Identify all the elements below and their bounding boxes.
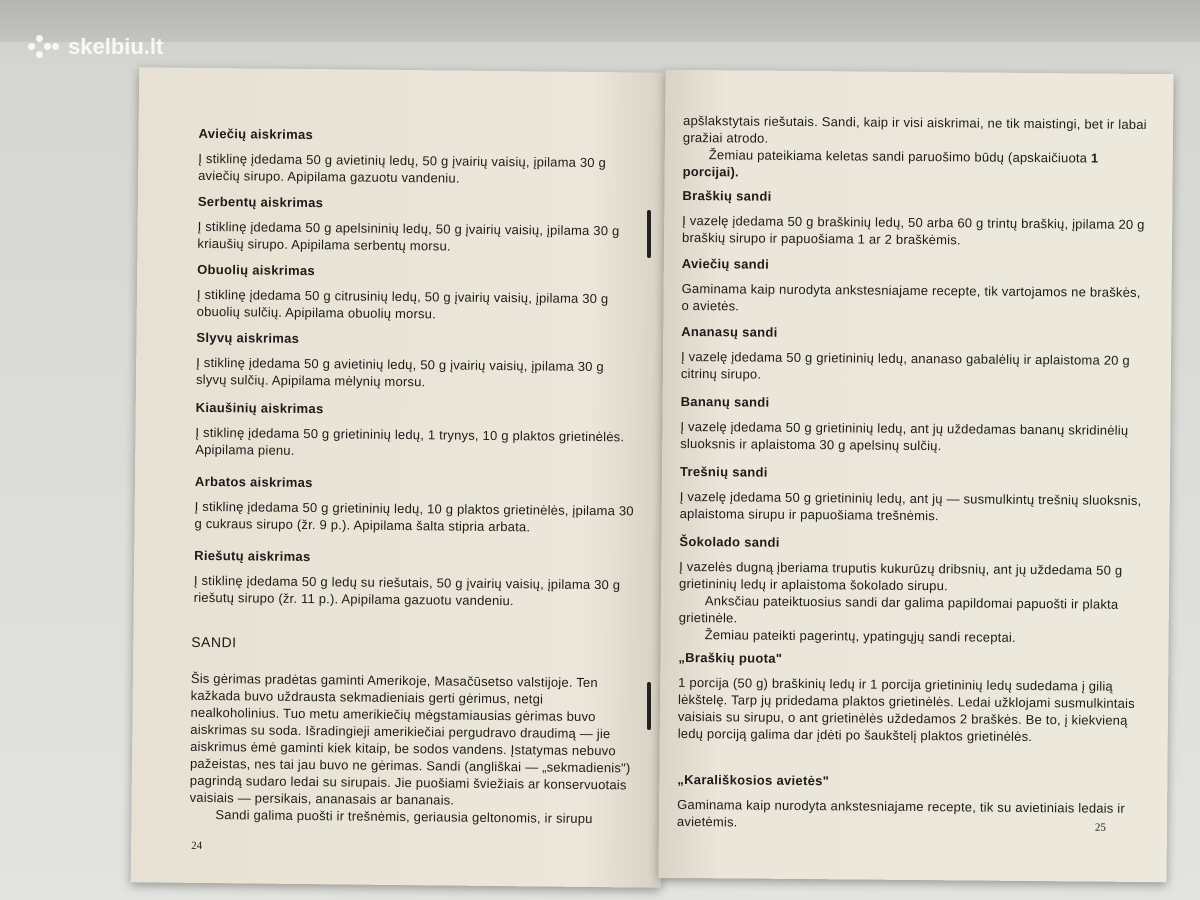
recipe-title: Braškių sandi: [682, 187, 772, 204]
intro-continuation: [683, 112, 1154, 184]
recipe-text: 1 porcija (50 g) braškinių ledų ir 1 porcija grietininių ledų sudedama į gilią lėkštelę. Tarp jų pridedama plaktos grietinėlės. Ledai užklojami susmulkintais vaisiais su sirupu, o ant grietinėlės uždedamos 2 braškės. Be to, į kiekvieną ledų porciją galima dar įdėti po šaukštelį plaktos grietinėlės.: [677, 674, 1135, 745]
recipe-title: Kiaušinių aiskrimas: [195, 399, 324, 417]
page-number: 25: [1094, 821, 1106, 834]
intro-block: [189, 670, 636, 828]
right-page: [658, 70, 1173, 882]
recipe-block: [682, 188, 1152, 250]
special-recipe-block: [677, 772, 1147, 834]
recipe-block: [194, 474, 635, 537]
intro-continuation-text: apšlakstytais riešutais. Sandi, kaip ir visi aiskrimai, ne tik maistingi, bet ir labai gražiai atrodo.: [682, 112, 1147, 146]
intro-text-2: Sandi galima puošti ir trešnėmis, geriausia geltonomis, ir sirupu: [215, 807, 593, 827]
recipe-block: [679, 534, 1150, 647]
recipe-block: [681, 324, 1151, 386]
recipe-block: [198, 126, 639, 189]
recipe-text: Gaminama kaip nurodyta ankstesniajame recepte, tik su avietiniais ledais ir avietėmis.: [676, 796, 1126, 830]
recipe-text: Į vazelę įdedama 50 g braškinių ledų, 50 arba 60 g trintų braškių, įpilama 20 g braškių sirupo ir papuošiama 1 ar 2 braškėmis.: [682, 212, 1145, 248]
recipe-text: Į stiklinę įdedama 50 g grietininių ledų, 1 trynys, 10 g plaktos grietinėlės. Apipilama pienu.: [195, 424, 625, 458]
recipe-text: Gaminama kaip nurodyta ankstesniajame recepte, tik vartojamos ne braškės, o avietės.: [681, 280, 1141, 314]
recipe-block: [195, 400, 636, 463]
window-sill-background: [0, 0, 1200, 42]
recipe-text: Į stiklinę įdedama 50 g apelsininių ledų, 50 g įvairių vaisių, įpilama 30 g kriaušių sirupo. Apipilama serbentų morsu.: [197, 218, 620, 254]
recipe-title: Bananų sandi: [680, 393, 770, 410]
intro-continuation-text-2-plain: Žemiau pateikiama keletas sandi paruošimo būdų (apskaičiuota: [708, 147, 1088, 166]
binding-staple: [647, 210, 651, 258]
recipe-block: [194, 548, 635, 611]
extra-note: Anksčiau pateiktuosius sandi dar galima papildomai papuošti ir plakta grietinėle.: [678, 593, 1119, 626]
intro-continuation-text-2: [683, 146, 1153, 184]
recipe-title: Slyvų aiskrimas: [196, 329, 300, 346]
recipe-title: Ananasų sandi: [681, 323, 778, 340]
binding-staple: [647, 682, 651, 730]
recipe-block: [680, 394, 1150, 456]
recipe-title: Aviečių sandi: [681, 255, 770, 272]
recipe-title: Obuolių aiskrimas: [197, 261, 316, 279]
recipe-title: „Braškių puota": [678, 649, 783, 666]
recipe-text: Į vazelės dugną įberiama truputis kukurūzų dribsnių, ant jų uždedama 50 g grietininių ledų ir aplaistoma šokolado sirupu.: [678, 558, 1123, 594]
recipe-text: Į vazelę įdedama 50 g grietininių ledų, ant jų — susmulkintų trešnių sluoksnis, aplaistoma sirupu ir papuošiama trešnėmis.: [679, 488, 1142, 524]
intro-text: Šis gėrimas pradėtas gaminti Amerikoje, Masačūsetso valstijoje. Ten kažkada buvo uždrausta sekmadieniais gerti gėrimus, netgi nealkoholinius. Tuo metu amerikiečių mėgstamiausias gėrimas buvo aiskrimas su soda. Išradingieji amerikiečiai pergudravo draudimą — jie aiskrimus ėmė gaminti kiek kitaip, be sodos vandens. Įstatymas nebuvo pažeistas, nes tai jau buvo ne gėrimas. Sandi (angliškai — „sekmadienis") pagrindą sudaro ledai su sirupais. Jie puošiami šviežiais ar konservuotais vaisiais — persikais, ananasais ar bananais.: [189, 670, 631, 808]
recipe-text: Į vazelę įdedama 50 g grietininių ledų, ant jų uždedamas bananų skridinėlių sluoksnis ir aplaistoma 30 g apelsinų sulčių.: [680, 418, 1129, 454]
intro-continuation-text-2-bold: 1 porcijai).: [682, 150, 1099, 180]
watermark: [28, 34, 163, 60]
recipe-text: Į stiklinę įdedama 50 g grietininių ledų, 10 g plaktos grietinėlės, įpilama 30 g cukraus sirupo (žr. 9 p.). Apipilama šalta stipria arbata.: [194, 498, 634, 535]
recipe-title: Šokolado sandi: [679, 533, 780, 550]
recipe-block: [680, 464, 1150, 526]
recipe-text: Į stiklinę įdedama 50 g avietinių ledų, 50 g įvairių vaisių, įpilama 30 g slyvų sulčių. Apipilama mėlynių morsu.: [195, 354, 604, 390]
recipe-text: Į stiklinę įdedama 50 g ledų su riešutais, 50 g įvairių vaisių, įpilama 30 g riešutų sirupo (žr. 11 p.). Apipilama gazuotu vandeniu.: [193, 572, 621, 609]
recipe-title: Aviečių aiskrimas: [198, 125, 314, 143]
recipe-title: „Karališkosios avietės": [677, 771, 830, 789]
page-number: 24: [191, 839, 203, 852]
watermark-text: skelbiu.lt: [68, 34, 164, 59]
recipe-text: Į stiklinę įdedama 50 g avietinių ledų, 50 g įvairių vaisių, įpilama 30 g aviečių sirupo. Apipilama gazuotu vandeniu.: [198, 150, 607, 186]
recipe-title: Trešnių sandi: [679, 463, 768, 480]
recipe-text: Į stiklinę įdedama 50 g citrusinių ledų, 50 g įvairių vaisių, įpilama 30 g obuolių sulčių. Apipilama obuolių morsu.: [196, 286, 609, 322]
recipe-block: [681, 256, 1151, 318]
special-recipe-block: [678, 650, 1149, 746]
left-page: [131, 67, 670, 888]
section-title: SANDI: [191, 633, 237, 651]
logo-dots-icon: [28, 35, 60, 59]
recipe-block: [197, 262, 638, 325]
recipe-title: Serbentų aiskrimas: [197, 193, 324, 211]
recipe-text: Į vazelę įdedama 50 g grietininių ledų, ananaso gabalėlių ir aplaistoma 20 g citrinų sirupo.: [680, 348, 1130, 382]
recipe-title: Riešutų aiskrimas: [194, 547, 311, 565]
recipe-title: Arbatos aiskrimas: [194, 473, 313, 491]
recipe-block: [196, 330, 637, 393]
extra-note: Žemiau pateikti pagerintų, ypatingųjų sandi receptai.: [704, 627, 1016, 645]
recipe-block: [197, 194, 638, 257]
